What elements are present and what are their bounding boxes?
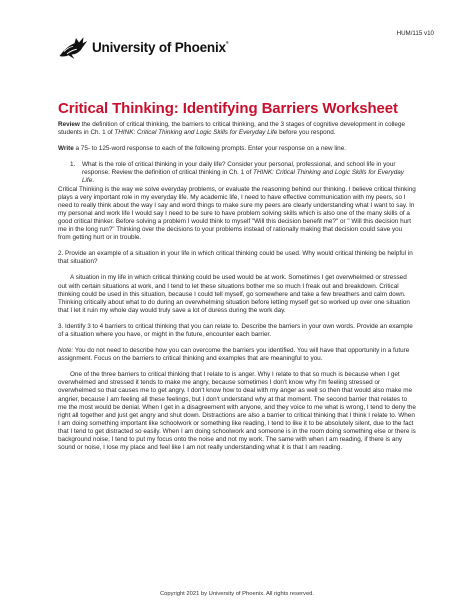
review-instruction: Review the definition of critical thinking, the barriers to critical thinking, and the 3 stages of cognitive development in college students in Ch. 1 of THINK: Critical Thinking and Logic Skills for Everyday Life before you respond. <box>58 121 405 137</box>
worksheet-body <box>58 121 416 452</box>
question-1: 1. What is the role of critical thinking in your daily life? Consider your personal, professional, and school life in your response. Review the definition of critical thinking in Ch. 1 of THINK: Critical Thinking and Logic Skills for Everyday Life. <box>70 161 404 185</box>
logo-wordmark: University of Phoenix® <box>92 39 229 55</box>
copyright-footer: Copyright 2021 by University of Phoenix. All rights reserved. <box>159 591 314 597</box>
answer-3: One of the three barriers to critical thinking that I relate to is anger. Why I relate to that so much is because when I get overwhelmed and stressed it tends to make me angry, because sometimes I don't know why I'm feeling stressed or overwhelmed so that causes me to get angry. I don't know how to deal with my anger as well so then that would also make me angrier, because I am feeling all these feelings, but I don't understand why at that moment. The second barrier that relates to me the most would be denial. When I get in a disagreement with anyone, and they voice to me what is wrong, I tend to deny the right all together and just get angry and shut down. Distractions are also a barrier to critical thinking that I think I relate to. When I am doing something important like schoolwork or something like reading, I tend to like it to be absolutely silent, due to the fact that I tend to get distracted so easily. When I am doing schoolwork and someone is in the room doing something else or there is background noise, I tend to put my focus onto the noise and not my work. The same with when I am reading, if there is any sound or noise, I lose my place and feel like I am not really understanding what it is that I am reading. <box>58 371 416 452</box>
worksheet-title: Critical Thinking: Identifying Barriers Worksheet <box>58 100 398 117</box>
course-code: HUM/115 v10 <box>396 30 434 37</box>
note-text: Note: You do not need to describe how you can overcome the barriers you identified. You will have that opportunity in a future assignment. Focus on the barriers to critical thinking and examples that are meaningful to you. <box>58 347 410 363</box>
question-3: 3. Identify 3 to 4 barriers to critical thinking that you can relate to. Describe the barriers in your own words. Provide an example of a situation where you have, or might in the future, encounter each barrier. <box>58 322 413 338</box>
answer-2: A situation in my life in which critical thinking could be used would be at work. Sometimes I get overwhelmed or stressed out with certain situations at work, and I tend to let these situations bother me so much I freak out and breakdown. Critical thinking could be used in this situation, because I could tell myself, go somewhere and take a few breathers and calm down. Thinking critically about what to do during an overwhelming situation before letting myself get so worked up over one situation that I let it ruin my whole day would truly save a lot of duress during the work day. <box>58 274 410 314</box>
question-2: 2. Provide an example of a situation in your life in which critical thinking could be used. Why would critical thinking be helpful in that situation? <box>58 250 413 266</box>
answer-1: Critical Thinking is the way we solve everyday problems, or evaluate the reasoning behind our thinking. I believe critical thinking plays a very important role in my everyday life. My academic life, I need to have effective communication with my peers, so I need to really think about the way I say and word things to make sure my peers are clearly understanding what I want to say. In my personal and work life I would say I need to be sure to have problem solving skills which is also one of the many skills of a good critical thinker. Before solving a problem I would think to myself "Will this decision benefit me?" or " Will this decision hurt me in the long run?" Thinking over the decisions to your problems instead of rationally making that decision could save you from getting hurt or in trouble. <box>58 185 416 242</box>
write-instruction: Write a 75- to 125-word response to each of the following prompts. Enter your response on a new line. <box>58 145 346 153</box>
phoenix-bird-icon <box>58 33 88 61</box>
university-logo <box>58 33 229 61</box>
